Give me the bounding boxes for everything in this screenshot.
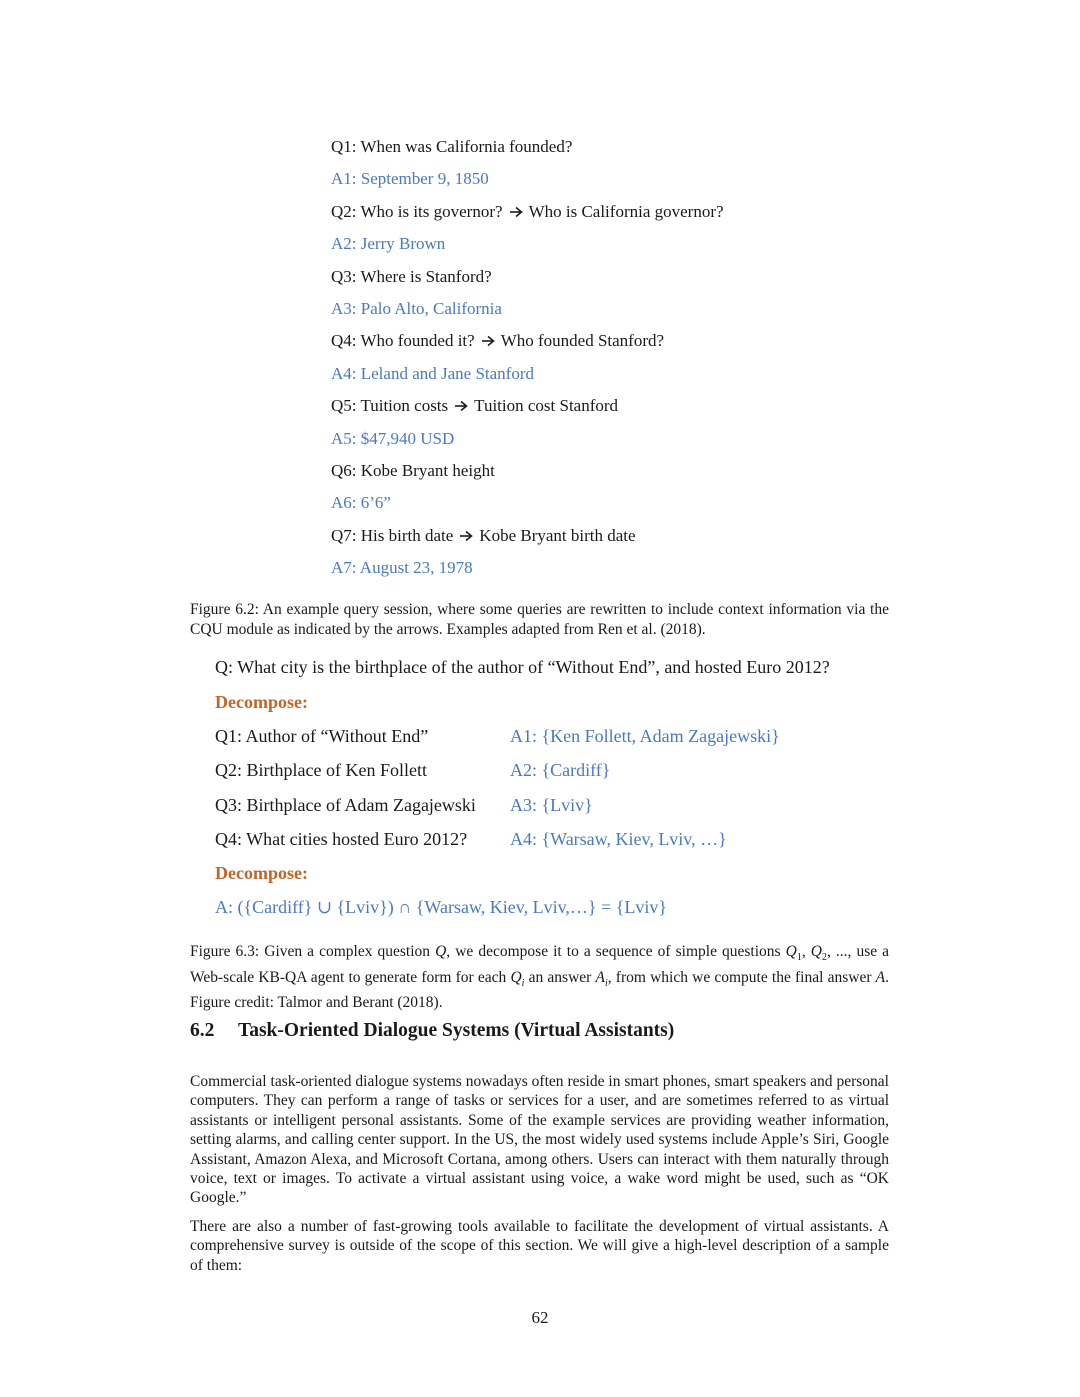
section-title: Task-Oriented Dialogue Systems (Virtual Assistants) [238,1020,675,1041]
query-row [331,526,636,546]
query-text: Q5: Tuition costs [331,396,449,416]
query-text: Q6: Kobe Bryant height [331,461,495,480]
sub-answer-4: A4: {Warsaw, Kiev, Lviv, …} [510,829,727,849]
final-answer: A: ({Cardiff} ∪ {Lviv}) ∩ {Warsaw, Kiev, Lviv,…} = {Lviv} [215,897,667,917]
rewritten-query-text: Kobe Bryant birth date [479,525,636,545]
answer-row: A4: Leland and Jane Stanford [331,363,534,383]
query-text: Q4: Who founded it? [331,331,475,351]
sub-answer-2: A2: {Cardiff} [510,760,611,780]
figure-6-2-caption: Figure 6.2: An example query session, where some queries are rewritten to include context information via the CQU module as indicated by the arrows. Examples adapted from Ren et al. (2018). [190,601,889,638]
paragraph-2: There are also a number of fast-growing tools available to facilitate the development of virtual assistants. A comprehensive survey is outside of the scope of this section. We will give a high-level description of a sample of them: [190,1218,889,1274]
answer-row: A6: 6’6” [331,493,391,513]
rewrite-arrow-icon [475,331,501,350]
query-row [331,267,492,287]
section-heading [190,1020,674,1042]
rewritten-query-text: Who is California governor? [528,201,724,221]
complex-question: Q: What city is the birthplace of the author of “Without End”, and hosted Euro 2012? [215,657,830,677]
rewrite-arrow-icon [503,202,529,221]
query-row [331,396,618,416]
sub-answer-3: A3: {Lviv} [510,795,593,815]
query-row [331,137,572,157]
page-number: 62 [531,1308,549,1327]
sub-question-4: Q4: What cities hosted Euro 2012? [215,829,468,849]
query-row [331,202,724,222]
section-number: 6.2 [190,1020,215,1041]
query-text: Q2: Who is its governor? [331,201,503,221]
rewritten-query-text: Tuition cost Stanford [474,396,619,416]
query-row [331,461,495,481]
query-text: Q1: When was California founded? [331,137,573,156]
decompose-label: Decompose: [215,692,308,712]
answer-row: A7: August 23, 1978 [331,558,473,578]
rewritten-query-text: Who founded Stanford? [500,331,665,351]
sub-question-1: Q1: Author of “Without End” [215,726,429,746]
query-row [331,331,664,351]
figure-6-3-caption: Figure 6.3: Given a complex question Q, we decompose it to a sequence of simple questions $Q_1$, $Q_2$, ..., use a Web-scale KB-QA agent to generate form for each $Q_i$ an answer $A_i$, from which we compute the final answer A. Figure credit: Talmor and Berant (2018). [190,943,890,1012]
sub-question-2: Q2: Birthplace of Ken Follett [215,760,427,780]
sub-answer-1: A1: {Ken Follett, Adam Zagajewski} [510,726,780,746]
answer-row: A5: $47,940 USD [331,428,455,448]
sub-question-3: Q3: Birthplace of Adam Zagajewski [215,795,476,815]
rewrite-arrow-icon [453,526,479,545]
query-text: Q3: Where is Stanford? [331,266,492,286]
rewrite-arrow-icon [448,396,474,415]
answer-row: A1: September 9, 1850 [331,169,489,189]
query-text: Q7: His birth date [331,525,454,545]
decompose-label-2: Decompose: [215,863,308,883]
paragraph-1: Commercial task-oriented dialogue systems nowadays often reside in smart phones, smart speakers and personal computers. They can perform a range of tasks or services for a user, and are sometimes referred to as virtual assistants or intelligent personal assistants. Some of the example services are providing weather information, setting alarms, and calling center support. In the US, the most widely used systems include Apple’s Siri, Google Assistant, Amazon Alexa, and Microsoft Cortana, among others. Users can interact with them naturally through voice, text or images. To activate a virtual assistant using voice, a wake word might be used, such as “OK Google.” [190,1073,889,1207]
answer-row: A2: Jerry Brown [331,234,446,254]
answer-row: A3: Palo Alto, California [331,299,502,318]
